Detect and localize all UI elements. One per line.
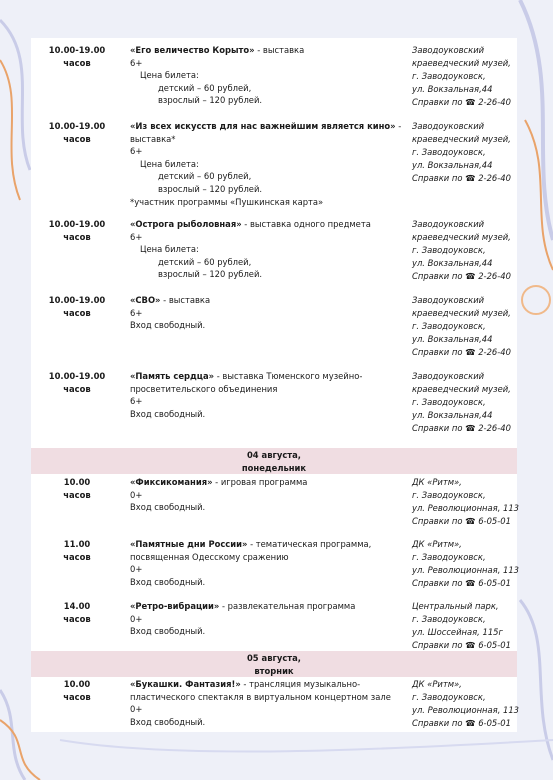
event-title: «Памятные дни России»: [130, 539, 248, 549]
event-description: «СВО» - выставка 6+ Вход свободный.: [130, 295, 211, 331]
event-venue: Заводоуковский краеведческий музей, г. Заводоуковск, ул. Вокзальная,44 Справки по ☎ 2-26-40: [412, 370, 520, 435]
event-description: «Букашки. Фантазия!» - трансляция музыкально- пластического спектакля в виртуальном концертном зале 0+ Вход свободный.: [130, 679, 391, 727]
event-venue: ДК «Ритм», г. Заводоуковск, ул. Революционная, 113 Справки по ☎ 6-05-01: [412, 679, 519, 728]
event-title: «Букашки. Фантазия!»: [130, 679, 241, 689]
event-venue: Заводоуковский краеведческий музей, г. Заводоуковск, ул. Вокзальная,44 Справки по ☎ 2-26-40: [412, 120, 520, 185]
event-venue: Заводоуковский краеведческий музей, г. Заводоуковск, ул. Вокзальная,44 Справки по ☎ 2-26-40: [412, 294, 520, 359]
phone-info: Справки по ☎ 6-05-01: [412, 717, 511, 728]
phone-info: Справки по ☎ 2-26-40: [412, 346, 511, 357]
event-venue: ДК «Ритм», г. Заводоуковск, ул. Революционная, 113 Справки по ☎ 6-05-01: [412, 477, 519, 526]
event-time: 14.00 часов: [63, 601, 91, 624]
phone-info: Справки по ☎ 6-05-01: [412, 639, 511, 650]
schedule-sheet: [31, 38, 517, 732]
event-time: 10.00-19.00 часов: [48, 219, 106, 242]
phone-info: Справки по ☎ 6-05-01: [412, 515, 511, 526]
event-description: «Его величество Корыто» - выставка 6+ Цена билета: детский – 60 рублей, взрослый – 120 рублей.: [130, 45, 305, 106]
event-description: «Острога рыболовная» - выставка одного предмета 6+ Цена билета: детский – 60 рублей, взрослый – 120 рублей.: [130, 219, 371, 280]
event-venue: Заводоуковский краеведческий музей, г. Заводоуковск, ул. Вокзальная,44 Справки по ☎ 2-26-40: [412, 218, 520, 283]
event-description: «Фиксикомания» - игровая программа 0+ Вход свободный.: [130, 477, 308, 513]
event-time: 10.00-19.00 часов: [48, 295, 106, 318]
phone-info: Справки по ☎ 2-26-40: [412, 172, 511, 183]
event-title: «Острога рыболовная»: [130, 219, 242, 229]
event-description: «Память сердца» - выставка Тюменского музейно- просветительского объединения 6+ Вход свободный.: [130, 371, 363, 419]
event-venue: Центральный парк, г. Заводоуковск, ул. Шоссейная, 115г Справки по ☎ 6-05-01: [412, 600, 520, 652]
event-venue: ДК «Ритм», г. Заводоуковск, ул. Революционная, 113 Справки по ☎ 6-05-01: [412, 539, 519, 588]
event-title: «Память сердца»: [130, 371, 215, 381]
event-title: «Из всех искусств для нас важнейшим является кино»: [130, 121, 396, 131]
event-time: 10.00-19.00 часов: [48, 121, 106, 144]
event-title: «Фиксикомания»: [130, 477, 213, 487]
event-time: 10.00 часов: [63, 679, 91, 702]
event-title: «Ретро-вибрации»: [130, 601, 220, 611]
event-time: 11.00 часов: [63, 539, 91, 562]
event-description: «Ретро-вибрации» - развлекательная программа 0+ Вход свободный.: [130, 601, 356, 637]
event-time: 10.00 часов: [63, 477, 91, 500]
event-description: «Из всех искусств для нас важнейшим является кино» - выставка* 6+ Цена билета: детский – 60 рублей, взрослый – 120 рублей. *участник программы «Пушкинская карта»: [130, 121, 402, 207]
phone-info: Справки по ☎ 2-26-40: [412, 96, 511, 107]
event-description: «Памятные дни России» - тематическая программа, посвященная Одесскому сражению 0+ Вход свободный.: [130, 539, 372, 587]
date-header: 04 августа, понедельник: [31, 448, 517, 474]
event-time: 10.00-19.00 часов: [48, 371, 106, 394]
phone-info: Справки по ☎ 2-26-40: [412, 270, 511, 281]
phone-info: Справки по ☎ 6-05-01: [412, 577, 511, 588]
event-time: 10.00-19.00 часов: [48, 45, 106, 68]
event-title: «СВО»: [130, 295, 161, 305]
event-venue: Заводоуковский краеведческий музей, г. Заводоуковск, ул. Вокзальная,44 Справки по ☎ 2-26-40: [412, 44, 520, 109]
phone-info: Справки по ☎ 2-26-40: [412, 422, 511, 433]
event-title: «Его величество Корыто»: [130, 45, 255, 55]
date-header: 05 августа, вторник: [31, 651, 517, 677]
